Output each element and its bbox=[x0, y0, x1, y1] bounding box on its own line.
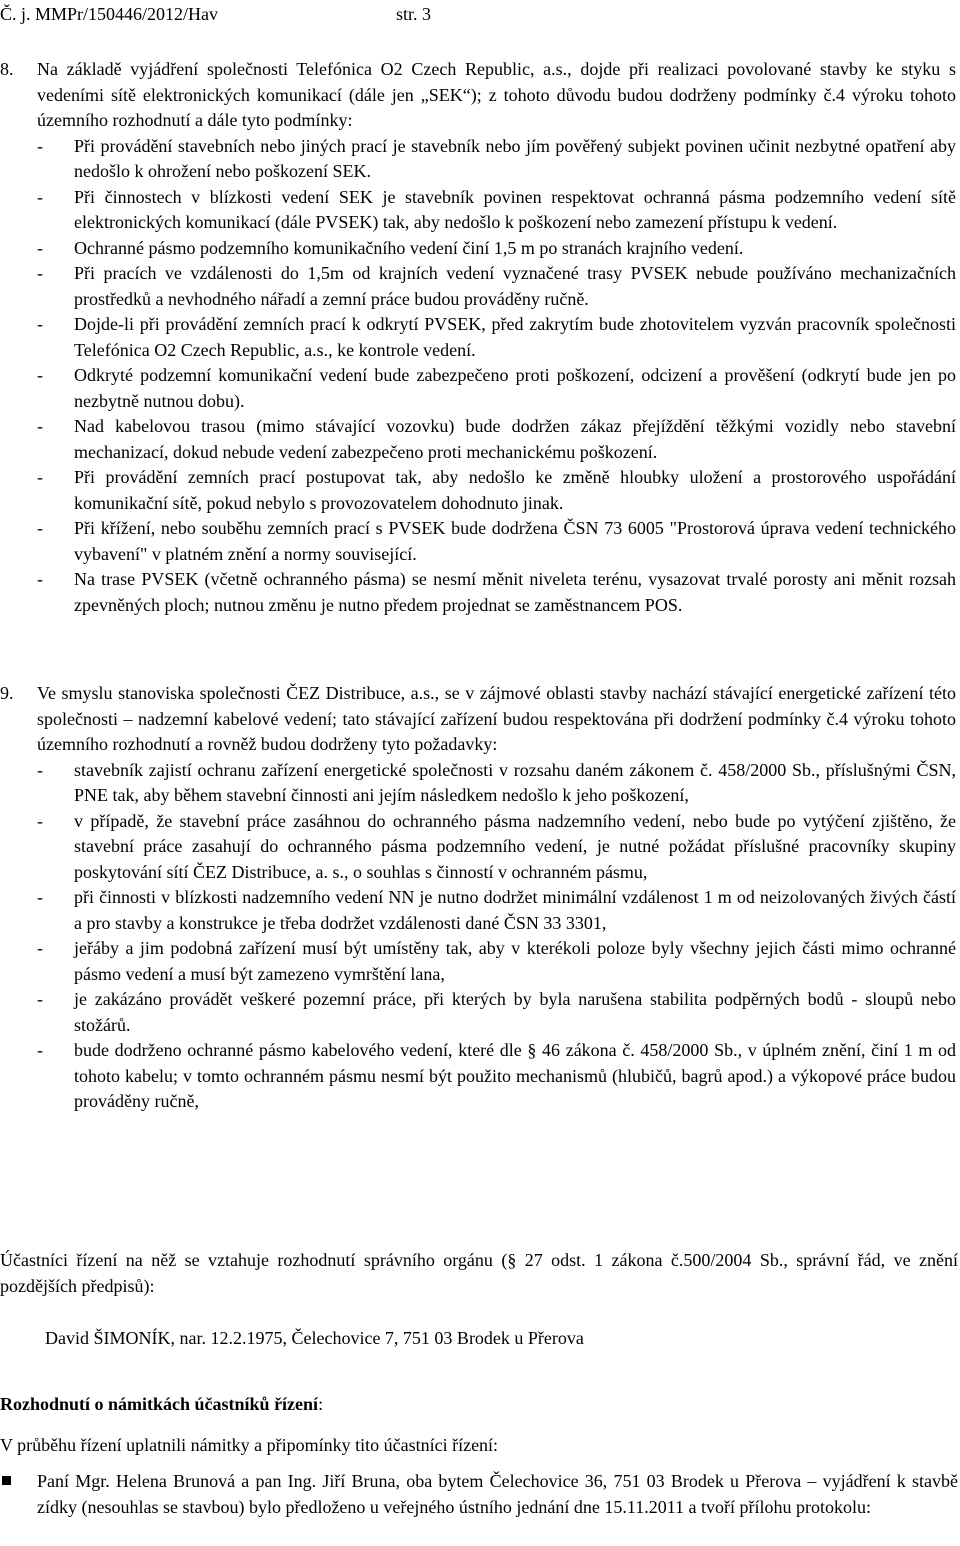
section-9 bbox=[0, 681, 960, 1115]
dash-marker: - bbox=[37, 237, 43, 258]
list-item-text: jeřáby a jim podobná zařízení musí být umístěny tak, aby v kterékoli poloze byly všechny jejich části mimo ochranné pásmo vedení a musí být zamezeno vymrštění lana, bbox=[74, 938, 956, 984]
dash-marker: - bbox=[37, 314, 43, 334]
section-number: 9. bbox=[0, 683, 14, 703]
list-item bbox=[37, 363, 956, 414]
objections-heading-text: Rozhodnutí o námitkách účastníků řízení bbox=[0, 1394, 319, 1414]
list-item-text: Nad kabelovou trasou (mimo stávající vozovku) bude dodržen zákaz přejíždění těžkými vozidly nebo stavební mechanizací, dokud nebude vedení zabezpečeno proti mechanickému poškození. bbox=[74, 416, 956, 462]
list-item bbox=[37, 414, 956, 465]
list-item bbox=[37, 809, 956, 886]
objections-heading bbox=[0, 1392, 958, 1418]
section-intro: Ve smyslu stanoviska společnosti ČEZ Distribuce, a.s., se v zájmové oblasti stavby nachází stávající energetické zařízení této společnosti – nadzemní kabelové vedení; tato stávající zařízení budou respektována při dodržení podmínky č.4 výroku tohoto územního rozhodnutí a rovněž budou dodrženy tyto požadavky: bbox=[37, 683, 956, 754]
list-item bbox=[37, 936, 956, 987]
section-number: 8. bbox=[0, 59, 14, 79]
list-item bbox=[37, 758, 956, 809]
section-8 bbox=[0, 57, 960, 618]
page-number: str. 3 bbox=[396, 4, 432, 24]
participants-intro: Účastníci řízení na něž se vztahuje rozhodnutí správního orgánu (§ 27 odst. 1 zákona č.500/2004 Sb., správní řád, ve znění pozdějších předpisů): bbox=[0, 1250, 958, 1296]
list-item bbox=[37, 236, 956, 262]
condition-list bbox=[37, 134, 956, 619]
list-item-text: bude dodrženo ochranné pásmo kabelového vedení, které dle § 46 zákona č. 458/2000 Sb., v úplném znění, činí 1 m od tohoto kabelu; v tomto ochranném pásmu nesmí být použito mechanismů (hlubičů, bagrů apod.) a výkopové práce budou prováděny ručně, bbox=[74, 1040, 956, 1111]
dash-marker: - bbox=[37, 938, 43, 958]
list-item-text: Odkryté podzemní komunikační vedení bude zabezpečeno proti poškození, odcizení a prověšení (odkrytí bude jen po nezbytně nutnou dobu). bbox=[74, 365, 956, 411]
list-item-text: v případě, že stavební práce zasáhnou do ochranného pásma nadzemního vedení, nebo bude po vytýčení zjištěno, že stavební práce zasahují do ochranného pásma podzemního vedení, je nutné požádat příslušné pracovníky skupiny poskytování sítí ČEZ Distribuce, a. s., o souhlas s činností v ochranném pásmu, bbox=[74, 810, 956, 882]
list-item-text: při činnosti v blízkosti nadzemního vedení NN je nutno dodržet minimální vzdálenost 1 m od neizolovaných živých částí a pro stavby a konstrukce je třeba dodržet vzdálenosti dané ČSN 33 3301, bbox=[74, 887, 956, 933]
list-item bbox=[37, 134, 956, 185]
list-item bbox=[37, 516, 956, 567]
list-item-text: Dojde-li při provádění zemních prací k odkrytí PVSEK, před zakrytím bude zhotovitelem vyzván pracovník společnosti Telefónica O2 Czech Republic, a.s., ke kontrole vedení. bbox=[74, 314, 956, 360]
dash-marker: - bbox=[37, 759, 43, 780]
list-item bbox=[37, 465, 956, 516]
list-item-text: Při pracích ve vzdálenosti do 1,5m od krajních vedení vyznačené trasy PVSEK nebude používáno mechanizačních prostředků a nevhodného nářadí a zemní práce budou prováděny ručně. bbox=[74, 263, 956, 309]
dash-marker: - bbox=[37, 135, 43, 156]
list-item-text: Paní Mgr. Helena Brunová a pan Ing. Jiří Bruna, oba bytem Čelechovice 36, 751 03 Brodek u Přerova – vyjádření k stavbě zídky (nesouhlas se stavbou) bylo předloženo u veřejného ústního jednání dne 15.11.2011 a tvoří přílohu protokolu: bbox=[37, 1471, 958, 1517]
dash-marker: - bbox=[37, 186, 43, 207]
dash-marker: - bbox=[37, 416, 43, 436]
list-item bbox=[37, 567, 956, 618]
requirement-list bbox=[37, 758, 956, 1115]
dash-marker: - bbox=[37, 989, 43, 1009]
list-item bbox=[0, 1469, 958, 1520]
dash-marker: - bbox=[37, 1040, 43, 1060]
list-item bbox=[37, 312, 956, 363]
dash-marker: - bbox=[37, 467, 43, 487]
list-item-text: Při provádění stavebních nebo jiných prací je stavebník nebo jím pověřený subjekt povinen učinit nezbytné opatření aby nedošlo k ohrožení nebo poškození SEK. bbox=[74, 135, 956, 181]
heading-colon: : bbox=[318, 1394, 324, 1414]
page-header bbox=[0, 2, 960, 28]
list-item bbox=[37, 987, 956, 1038]
list-item bbox=[37, 885, 956, 936]
list-item-text: Při křížení, nebo souběhu zemních prací s PVSEK bude dodržena ČSN 73 6005 "Prostorová úprava vedení technického vybavení" v platném znění a normy související. bbox=[74, 518, 956, 564]
objection-list bbox=[0, 1469, 958, 1520]
list-item bbox=[37, 185, 956, 236]
list-item-text: je zakázáno provádět veškeré pozemní práce, při kterých by byla narušena stabilita podpěrných bodů - sloupů nebo stožárů. bbox=[74, 989, 956, 1035]
square-bullet-icon bbox=[2, 1476, 11, 1485]
dash-marker: - bbox=[37, 365, 43, 385]
participant-name: David ŠIMONÍK, nar. 12.2.1975, Čelechovice 7, 751 03 Brodek u Přerova bbox=[45, 1328, 584, 1348]
dash-marker: - bbox=[37, 810, 43, 831]
objections-intro: V průběhu řízení uplatnili námitky a připomínky tito účastníci řízení: bbox=[0, 1435, 499, 1455]
dash-marker: - bbox=[37, 569, 43, 589]
list-item bbox=[37, 261, 956, 312]
list-item bbox=[37, 1038, 956, 1115]
list-item-text: Ochranné pásmo podzemního komunikačního vedení činí 1,5 m po stranách krajního vedení. bbox=[74, 237, 744, 258]
list-item-text: Při provádění zemních prací postupovat tak, aby nedošlo ke změně hloubky uložení a prostorového uspořádání komunikační sítě, pokud nebylo s provozovatelem dohodnuto jinak. bbox=[74, 467, 956, 513]
list-item-text: Při činnostech v blízkosti vedení SEK je stavebník povinen respektovat ochranná pásma podzemního vedení sítě elektronických komunikací (dále PVSEK) tak, aby nedošlo k poškození nebo zamezení přístupu k vedení. bbox=[74, 186, 956, 232]
dash-marker: - bbox=[37, 518, 43, 538]
dash-marker: - bbox=[37, 887, 43, 907]
list-item-text: stavebník zajistí ochranu zařízení energetické společnosti v rozsahu daném zákonem č. 458/2000 Sb., příslušnými ČSN, PNE tak, aby během stavební činnosti ani jejím následkem nedošlo k jeho poškození, bbox=[74, 759, 956, 805]
dash-marker: - bbox=[37, 263, 43, 283]
section-intro: Na základě vyjádření společnosti Telefónica O2 Czech Republic, a.s., dojde při realizaci povolované stavby ke styku s vedeními sítě elektronických komunikací (dále jen „SEK“); z tohoto důvodu budou dodrženy podmínky č.4 výroku tohoto územního rozhodnutí a dále tyto podmínky: bbox=[37, 59, 956, 130]
list-item-text: Na trase PVSEK (včetně ochranného pásma) se nesmí měnit niveleta terénu, vysazovat trvalé porosty ani měnit rozsah zpevněných ploch; nutnou změnu je nutno předem projednat se zaměstnancem POS. bbox=[74, 569, 956, 615]
reference-number: Č. j. MMPr/150446/2012/Hav bbox=[0, 4, 219, 24]
